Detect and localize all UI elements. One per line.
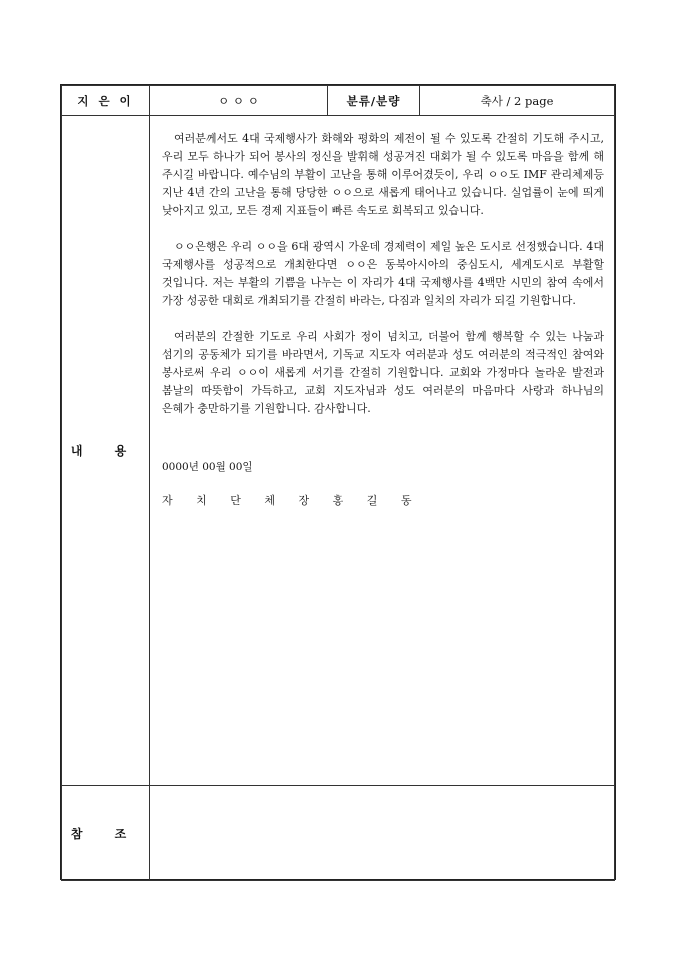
category-label: 분류/분량 <box>328 86 420 116</box>
header-row <box>62 86 615 116</box>
content-body <box>150 116 615 786</box>
paragraph-3: 여러분의 간절한 기도로 우리 사회가 정이 넘치고, 더불어 함께 행복할 수 있는 나눔과 섬기의 공동체가 되기를 바라면서, 기독교 지도자 여러분과 성도 여러분의 적극적인 참여와 봉사로써 우리 ㅇㅇ이 새롭게 서기를 간절히 기원합니다. 교회와 가정마다 놀라운 발전과 봄날의 따뜻함이 가득하고, 교회 지도자님과 성도 여러분의 마음마다 사랑과 하나님의 은혜가 충만하기를 기원합니다. 감사합니다. <box>162 330 604 415</box>
content-row <box>62 116 615 786</box>
document-form <box>60 84 616 880</box>
content-label: 내 용 <box>62 116 150 786</box>
paragraph-1: 여러분께서도 4대 국제행사가 화해와 평화의 제전이 될 수 있도록 간절히 기도해 주시고, 우리 모두 하나가 되어 봉사의 정신을 발휘해 성공겨진 대회가 될 수 있도록 마음을 함께 해 주시길 바랍니다. 예수님의 부활이 고난을 통해 이루어겼듯이, 우리 ㅇㅇ도 IMF 관리체제등 지난 4년 간의 고난을 통해 당당한 ㅇㅇ으로 새롭게 태어나고 있습니다. 실업률이 눈에 띄게 낮아지고 있고, 모든 경제 지표들이 빠른 속도로 회복되고 있습니다. <box>162 132 604 217</box>
reference-label: 참 조 <box>62 786 150 881</box>
author-label: 지 은 이 <box>62 86 150 116</box>
speech-date: 0000년 00월 00일 <box>162 461 253 473</box>
author-value: ㅇ ㅇ ㅇ <box>150 86 328 116</box>
reference-value <box>150 786 615 881</box>
paragraph-2: ㅇㅇ은행은 우리 ㅇㅇ을 6대 광역시 가운데 경제력이 제일 높은 도시로 선정했습니다. 4대 국제행사를 성공적으로 개최한다면 ㅇㅇ은 동북아시아의 중심도시, 세계도시로 부활할 것입니다. 저는 부활의 기쁨을 나누는 이 자리가 4대 국제행사를 4백만 시민의 참여 속에서 가장 성공한 대회로 개최되기를 간절히 바라는, 다짐과 일치의 자리가 되길 기원합니다. <box>162 240 604 307</box>
reference-row <box>62 786 615 881</box>
category-value: 축사 / 2 page <box>420 86 615 116</box>
signature: 자 치 단 체 장 홍 길 동 <box>162 494 422 507</box>
speech-form-table <box>61 85 615 881</box>
